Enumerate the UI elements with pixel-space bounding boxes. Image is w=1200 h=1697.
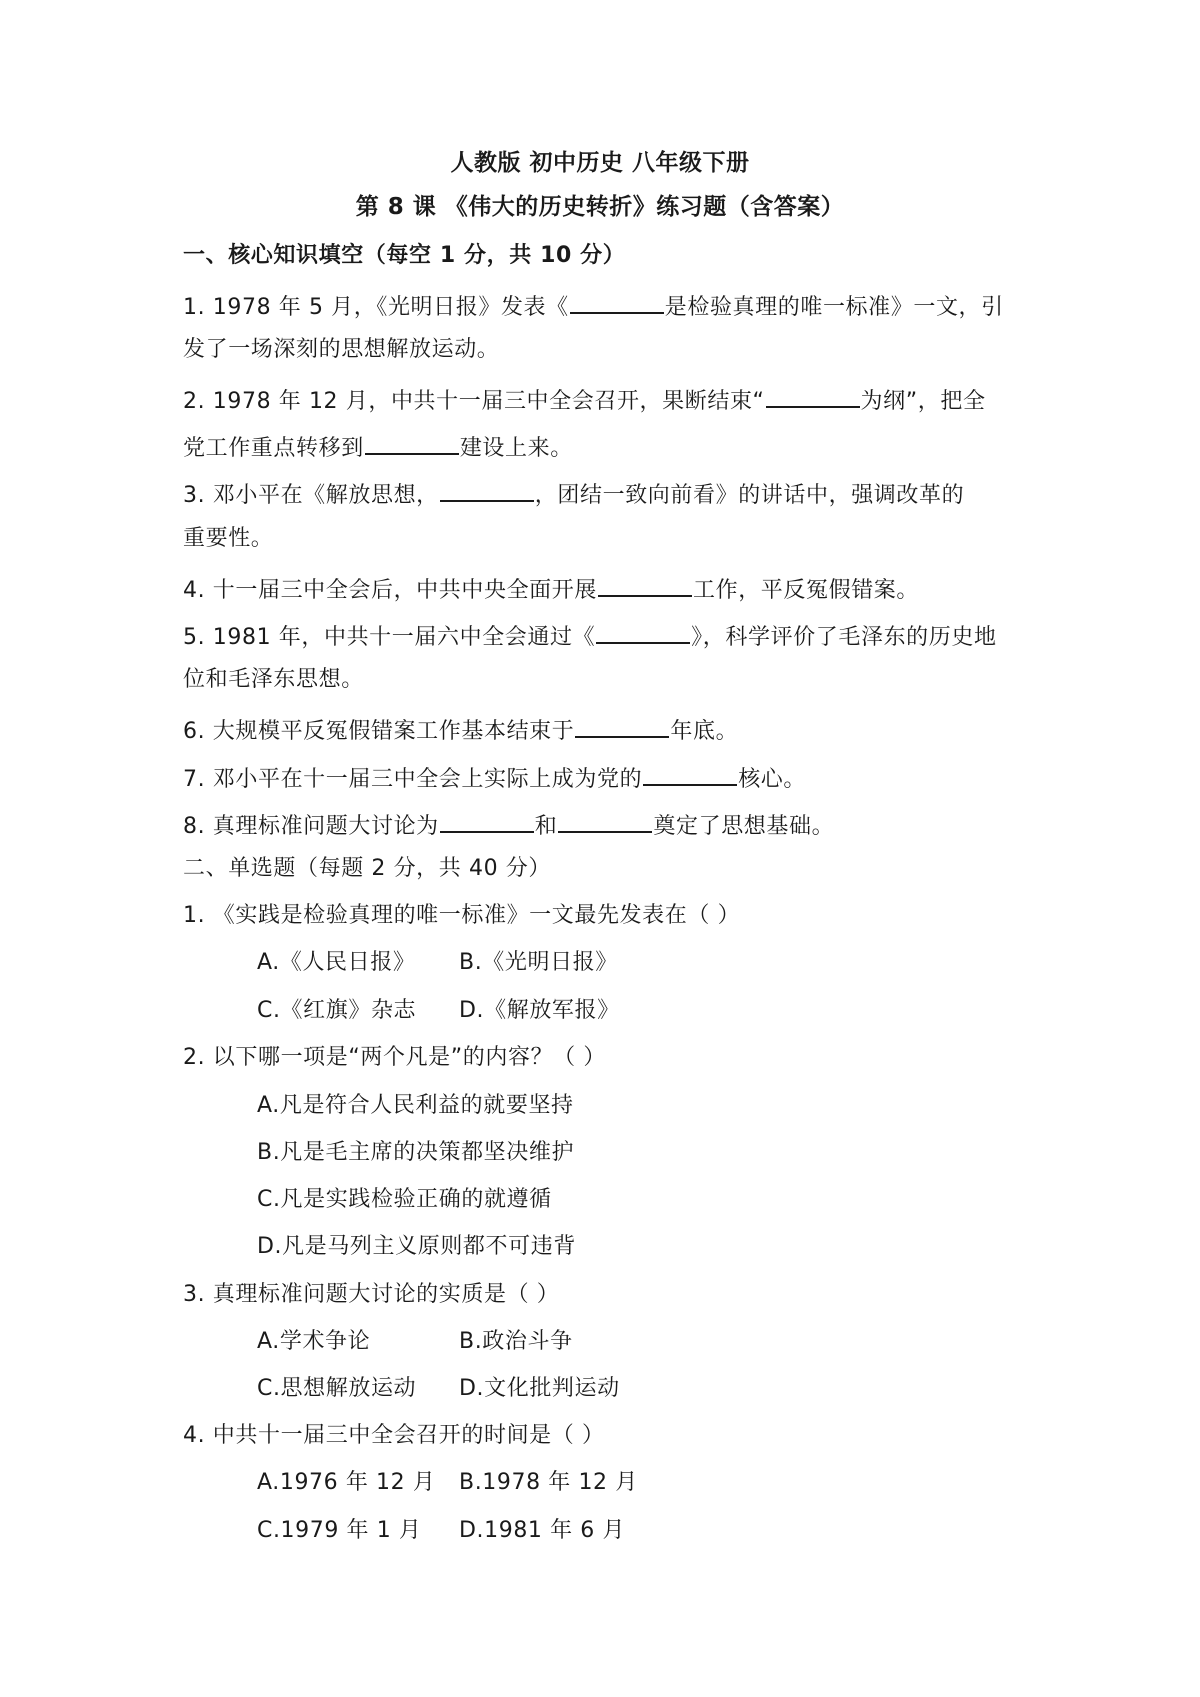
question-text: 7. 邓小平在十一届三中全会上实际上成为党的 (183, 767, 643, 792)
option-a[interactable]: A.学术争论 (257, 1329, 371, 1354)
question-text: 年底。 (670, 719, 739, 744)
option-d[interactable]: D.凡是马列主义原则都不可违背 (257, 1234, 576, 1259)
choice-question-3-options-row1 (257, 1327, 1127, 1357)
question-text: 8. 真理标准问题大讨论为 (183, 814, 439, 839)
fill-question-3 (183, 476, 1053, 511)
question-text: 》，科学评价了毛泽东的历史地 (691, 625, 997, 650)
answer-blank[interactable] (598, 571, 692, 597)
option-a[interactable]: A.1976 年 12 月 (257, 1470, 436, 1495)
choice-question-2-stem: 2. 以下哪一项是“两个凡是”的内容？（ ） (183, 1045, 606, 1070)
option-b[interactable]: B.1978 年 12 月 (459, 1470, 638, 1495)
question-text: 3. 邓小平在《解放思想， (183, 483, 439, 508)
answer-blank[interactable] (575, 712, 669, 738)
option-d[interactable]: D.《解放军报》 (459, 998, 620, 1023)
option-c[interactable]: C.《红旗》杂志 (257, 998, 417, 1023)
question-text: 5. 1981 年，中共十一届六中全会通过《 (183, 625, 596, 650)
fill-question-3-cont: 重要性。 (183, 526, 274, 551)
question-text: 为纲”，把全 (860, 389, 986, 414)
question-text: 2. 1978 年 12 月，中共十一届三中全会召开，果断结束“ (183, 389, 765, 414)
option-a[interactable]: A.凡是符合人民利益的就要坚持 (257, 1093, 574, 1118)
fill-question-8 (183, 807, 1053, 842)
option-b[interactable]: B.政治斗争 (459, 1329, 573, 1354)
document-title: 人教版 初中历史 八年级下册 (450, 150, 750, 176)
question-text: 是检验真理的唯一标准》一文，引 (664, 295, 1004, 320)
answer-blank[interactable] (643, 760, 737, 786)
fill-question-7 (183, 760, 1053, 795)
answer-blank[interactable] (440, 476, 534, 502)
option-d[interactable]: D.1981 年 6 月 (459, 1518, 626, 1543)
lesson-title: 第 8 课 《伟大的历史转折》练习题（含答案） (355, 194, 845, 220)
option-d[interactable]: D.文化批判运动 (459, 1376, 620, 1401)
choice-question-3-options-row2 (257, 1374, 1127, 1404)
question-text: 和 (534, 814, 558, 839)
answer-blank[interactable] (440, 807, 534, 833)
question-text: 1. 1978 年 5 月，《光明日报》发表《 (183, 295, 569, 320)
choice-question-4-stem: 4. 中共十一届三中全会召开的时间是（ ） (183, 1423, 605, 1448)
choice-question-1-options-row1 (257, 948, 1127, 978)
choice-question-1-stem: 1. 《实践是检验真理的唯一标准》一文最先发表在（ ） (183, 903, 741, 928)
fill-question-2-cont (183, 429, 1053, 464)
fill-question-5 (183, 618, 1053, 653)
option-c[interactable]: C.凡是实践检验正确的就遵循 (257, 1187, 552, 1212)
option-b[interactable]: B.《光明日报》 (459, 950, 618, 975)
fill-question-5-cont: 位和毛泽东思想。 (183, 667, 364, 692)
option-c[interactable]: C.1979 年 1 月 (257, 1518, 422, 1543)
fill-question-1 (183, 288, 1053, 323)
answer-blank[interactable] (558, 807, 652, 833)
answer-blank[interactable] (570, 288, 664, 314)
question-text: ，团结一致向前看》的讲话中，强调改革的 (534, 483, 965, 508)
fill-question-4 (183, 571, 1053, 606)
choice-question-3-stem: 3. 真理标准问题大讨论的实质是（ ） (183, 1282, 560, 1307)
question-text: 党工作重点转移到 (183, 436, 364, 461)
question-text: 6. 大规模平反冤假错案工作基本结束于 (183, 719, 575, 744)
section2-heading: 二、单选题（每题 2 分，共 40 分） (183, 856, 551, 881)
answer-blank[interactable] (596, 618, 690, 644)
fill-question-1-cont: 发了一场深刻的思想解放运动。 (183, 337, 500, 362)
question-text: 工作，平反冤假错案。 (693, 578, 920, 603)
fill-question-6 (183, 712, 1053, 747)
answer-blank[interactable] (766, 382, 860, 408)
question-text: 建设上来。 (459, 436, 573, 461)
question-text: 核心。 (738, 767, 806, 792)
answer-blank[interactable] (365, 429, 459, 455)
option-c[interactable]: C.思想解放运动 (257, 1376, 417, 1401)
option-b[interactable]: B.凡是毛主席的决策都坚决维护 (257, 1140, 575, 1165)
choice-question-1-options-row2 (257, 996, 1127, 1026)
section1-heading: 一、核心知识填空（每空 1 分，共 10 分） (183, 243, 626, 268)
question-text: 4. 十一届三中全会后，中共中央全面开展 (183, 578, 597, 603)
choice-question-4-options-row2 (257, 1516, 1127, 1546)
choice-question-4-options-row1 (257, 1468, 1127, 1498)
question-text: 奠定了思想基础。 (653, 814, 835, 839)
fill-question-2 (183, 382, 1053, 417)
option-a[interactable]: A.《人民日报》 (257, 950, 416, 975)
